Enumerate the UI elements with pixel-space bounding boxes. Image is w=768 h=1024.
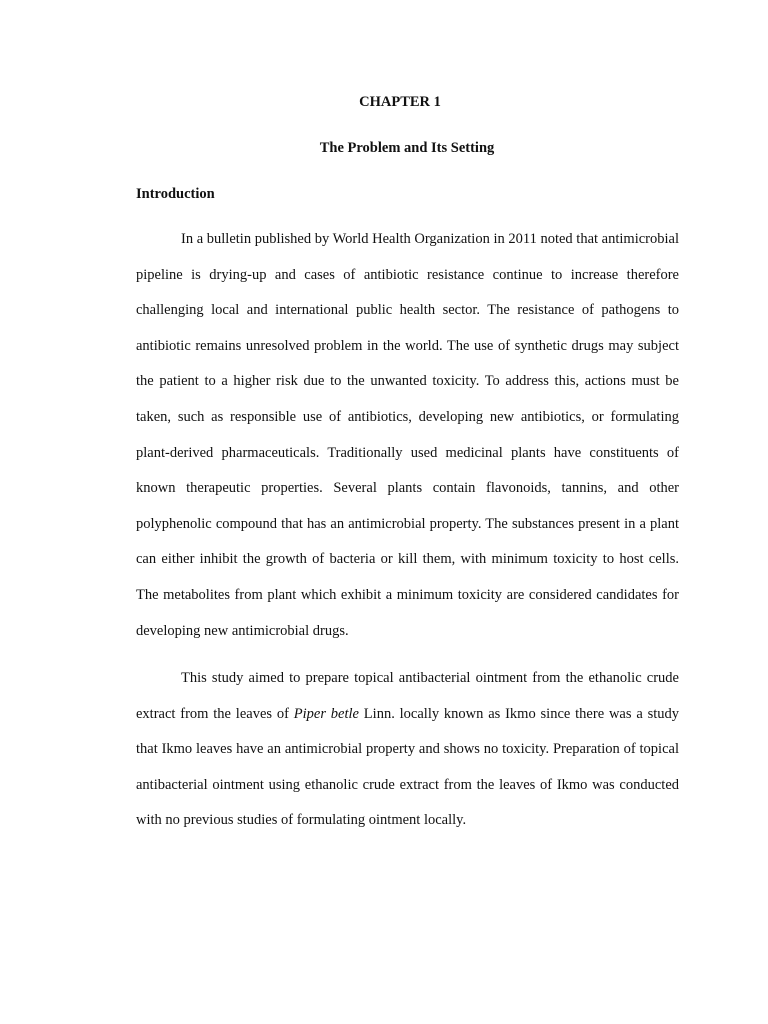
paragraph-2	[136, 661, 679, 839]
paragraph-2-text-start: This study aimed to prepare topical antibacterial ointment from the ethanolic crude extract from the leaves of	[136, 670, 679, 722]
chapter-title: The Problem and Its Setting	[319, 140, 495, 156]
paragraph-2-text-end: Linn. locally known as Ikmo since there was a study that Ikmo leaves have an antimicrobial property and shows no toxicity. Preparation of topical antibacterial ointment using ethanolic crude extract from the leaves of Ikmo was conducted with no previous studies of formulating ointment locally.	[136, 705, 679, 829]
section-heading: Introduction	[136, 186, 215, 202]
paragraph-1: In a bulletin published by World Health Organization in 2011 noted that antimicrobial pipeline is drying-up and cases of antibiotic resistance continue to increase therefore challenging local and international public health sector. The resistance of pathogens to antibiotic remains unresolved problem in the world. The use of synthetic drugs may subject the patient to a higher risk due to the unwanted toxicity. To address this, actions must be taken, such as responsible use of antibiotics, developing new antibiotics, or formulating plant-derived pharmaceuticals. Traditionally used medicinal plants have constituents of known therapeutic properties. Several plants contain flavonoids, tannins, and other polyphenolic compound that has an antimicrobial property. The substances present in a plant can either inhibit the growth of bacteria or kill them, with minimum toxicity to host cells. The metabolites from plant which exhibit a minimum toxicity are considered candidates for developing new antimicrobial drugs.	[136, 231, 679, 639]
scientific-name: Piper betle	[293, 705, 359, 722]
chapter-number: CHAPTER 1	[359, 94, 441, 110]
